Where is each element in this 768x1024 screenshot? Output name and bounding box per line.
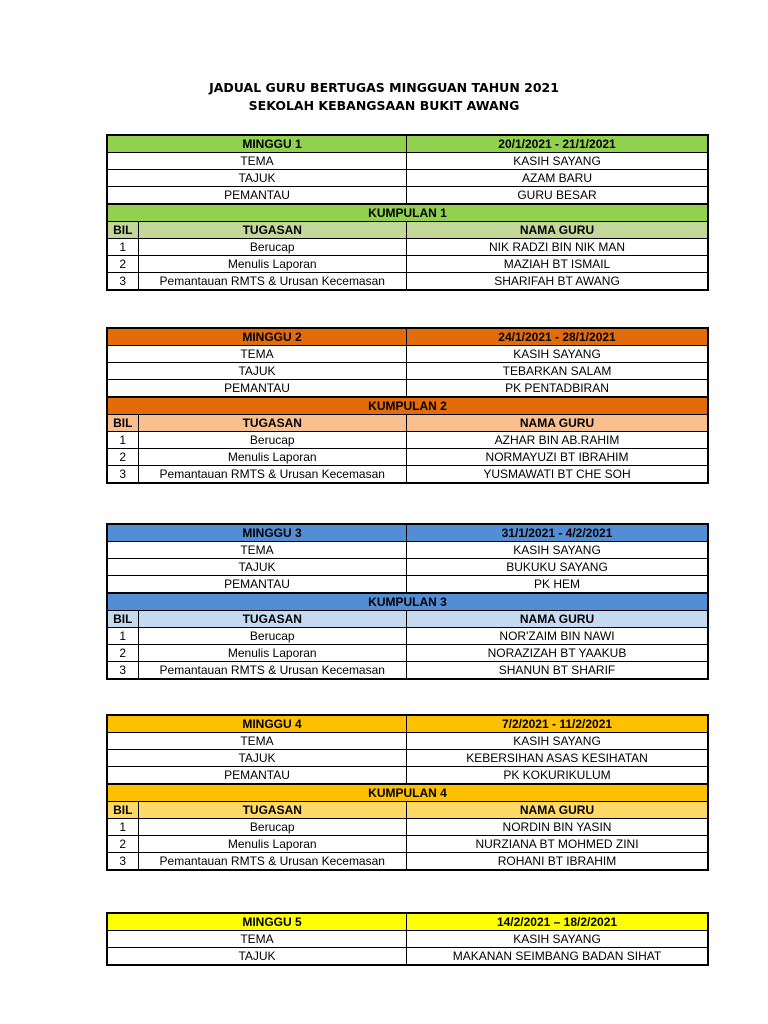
- bil-cell: 3: [107, 853, 138, 871]
- tema-label: TEMA: [107, 153, 407, 170]
- group-row: [107, 397, 708, 415]
- bil-cell: 2: [107, 256, 138, 273]
- tajuk-row: [107, 559, 708, 576]
- week-label: MINGGU 2: [138, 328, 407, 346]
- column-header-row: [107, 611, 708, 628]
- week-2-table: [106, 327, 709, 484]
- tugasan-header: TUGASAN: [138, 415, 407, 432]
- nama-cell: ROHANI BT IBRAHIM: [407, 853, 709, 871]
- tema-value: KASIH SAYANG: [407, 542, 709, 559]
- pemantau-row: [107, 576, 708, 594]
- nama-cell: SHANUN BT SHARIF: [407, 662, 709, 680]
- page-title-line1: JADUAL GURU BERTUGAS MINGGUAN TAHUN 2021: [209, 80, 559, 95]
- bil-cell: 3: [107, 273, 138, 291]
- week-date-range: 14/2/2021 – 18/2/2021: [407, 913, 709, 931]
- nama-cell: YUSMAWATI BT CHE SOH: [407, 466, 709, 484]
- tugasan-cell: Pemantauan RMTS & Urusan Kecemasan: [138, 662, 407, 680]
- week-label: MINGGU 1: [138, 135, 407, 153]
- bil-cell: 1: [107, 819, 138, 836]
- table-row: [107, 662, 708, 680]
- pemantau-value: PK KOKURIKULUM: [407, 767, 709, 785]
- tema-row: [107, 542, 708, 559]
- tugasan-cell: Pemantauan RMTS & Urusan Kecemasan: [138, 273, 407, 291]
- week-date-range: 24/1/2021 - 28/1/2021: [407, 328, 709, 346]
- group-label: KUMPULAN 4: [107, 784, 708, 802]
- table-row: [107, 432, 708, 449]
- pemantau-label: PEMANTAU: [107, 767, 407, 785]
- pemantau-label: PEMANTAU: [107, 187, 407, 205]
- tugasan-header: TUGASAN: [138, 611, 407, 628]
- pemantau-row: [107, 767, 708, 785]
- week-header-row: [107, 524, 708, 542]
- tajuk-row: [107, 948, 708, 966]
- nama-cell: NIK RADZI BIN NIK MAN: [407, 239, 709, 256]
- group-row: [107, 593, 708, 611]
- bil-cell: 1: [107, 628, 138, 645]
- tugasan-cell: Berucap: [138, 628, 407, 645]
- table-row: [107, 645, 708, 662]
- tajuk-row: [107, 363, 708, 380]
- group-label: KUMPULAN 3: [107, 593, 708, 611]
- nama-cell: NURZIANA BT MOHMED ZINI: [407, 836, 709, 853]
- tema-row: [107, 346, 708, 363]
- bil-cell: 2: [107, 836, 138, 853]
- tugasan-cell: Berucap: [138, 239, 407, 256]
- tema-label: TEMA: [107, 733, 407, 750]
- tugasan-cell: Menulis Laporan: [138, 836, 407, 853]
- week-header-row: [107, 328, 708, 346]
- pemantau-value: PK HEM: [407, 576, 709, 594]
- nama-cell: AZHAR BIN AB.RAHIM: [407, 432, 709, 449]
- bil-cell: 2: [107, 449, 138, 466]
- bil-cell: 3: [107, 466, 138, 484]
- nama-cell: NOR'ZAIM BIN NAWI: [407, 628, 709, 645]
- bil-header: BIL: [107, 222, 138, 239]
- tajuk-value: AZAM BARU: [407, 170, 709, 187]
- group-row: [107, 784, 708, 802]
- bil-cell: 3: [107, 662, 138, 680]
- week-date-range: 20/1/2021 - 21/1/2021: [407, 135, 709, 153]
- tugasan-cell: Berucap: [138, 819, 407, 836]
- tema-value: KASIH SAYANG: [407, 153, 709, 170]
- nama-cell: NORMAYUZI BT IBRAHIM: [407, 449, 709, 466]
- tajuk-label: TAJUK: [107, 948, 407, 966]
- tema-row: [107, 153, 708, 170]
- tajuk-label: TAJUK: [107, 559, 407, 576]
- pemantau-label: PEMANTAU: [107, 576, 407, 594]
- tugasan-cell: Pemantauan RMTS & Urusan Kecemasan: [138, 466, 407, 484]
- week-header-row: [107, 135, 708, 153]
- nama-cell: SHARIFAH BT AWANG: [407, 273, 709, 291]
- table-row: [107, 256, 708, 273]
- group-label: KUMPULAN 2: [107, 397, 708, 415]
- week-5-table: [106, 912, 709, 966]
- group-label: KUMPULAN 1: [107, 204, 708, 222]
- nama-guru-header: NAMA GURU: [407, 802, 709, 819]
- tema-label: TEMA: [107, 346, 407, 363]
- nama-cell: MAZIAH BT ISMAIL: [407, 256, 709, 273]
- nama-guru-header: NAMA GURU: [407, 222, 709, 239]
- nama-cell: NORAZIZAH BT YAAKUB: [407, 645, 709, 662]
- table-row: [107, 853, 708, 871]
- tugasan-cell: Menulis Laporan: [138, 256, 407, 273]
- pemantau-row: [107, 187, 708, 205]
- tajuk-value: KEBERSIHAN ASAS KESIHATAN: [407, 750, 709, 767]
- week-label: MINGGU 5: [138, 913, 407, 931]
- pemantau-label: PEMANTAU: [107, 380, 407, 398]
- week-header-row: [107, 913, 708, 931]
- tema-row: [107, 733, 708, 750]
- bil-header: BIL: [107, 611, 138, 628]
- bil-header: BIL: [107, 802, 138, 819]
- pemantau-value: GURU BESAR: [407, 187, 709, 205]
- nama-guru-header: NAMA GURU: [407, 611, 709, 628]
- pemantau-value: PK PENTADBIRAN: [407, 380, 709, 398]
- tugasan-header: TUGASAN: [138, 802, 407, 819]
- column-header-row: [107, 222, 708, 239]
- nama-guru-header: NAMA GURU: [407, 415, 709, 432]
- tema-value: KASIH SAYANG: [407, 733, 709, 750]
- pemantau-row: [107, 380, 708, 398]
- tugasan-cell: Menulis Laporan: [138, 645, 407, 662]
- page-title-line2: SEKOLAH KEBANGSAAN BUKIT AWANG: [248, 98, 520, 113]
- week-1-table: [106, 134, 709, 291]
- tugasan-cell: Pemantauan RMTS & Urusan Kecemasan: [138, 853, 407, 871]
- week-header-row: [107, 715, 708, 733]
- tugasan-header: TUGASAN: [138, 222, 407, 239]
- week-label: MINGGU 3: [138, 524, 407, 542]
- tajuk-label: TAJUK: [107, 750, 407, 767]
- table-row: [107, 449, 708, 466]
- tajuk-value: MAKANAN SEIMBANG BADAN SIHAT: [407, 948, 709, 966]
- week-date-range: 31/1/2021 - 4/2/2021: [407, 524, 709, 542]
- tema-label: TEMA: [107, 931, 407, 948]
- bil-cell: 1: [107, 432, 138, 449]
- week-date-range: 7/2/2021 - 11/2/2021: [407, 715, 709, 733]
- tugasan-cell: Berucap: [138, 432, 407, 449]
- tema-value: KASIH SAYANG: [407, 931, 709, 948]
- table-row: [107, 466, 708, 484]
- tajuk-label: TAJUK: [107, 170, 407, 187]
- week-3-table: [106, 523, 709, 680]
- table-row: [107, 239, 708, 256]
- tajuk-value: BUKUKU SAYANG: [407, 559, 709, 576]
- table-row: [107, 273, 708, 291]
- tugasan-cell: Menulis Laporan: [138, 449, 407, 466]
- tajuk-row: [107, 750, 708, 767]
- tajuk-row: [107, 170, 708, 187]
- table-row: [107, 819, 708, 836]
- table-row: [107, 836, 708, 853]
- tajuk-label: TAJUK: [107, 363, 407, 380]
- week-label: MINGGU 4: [138, 715, 407, 733]
- nama-cell: NORDIN BIN YASIN: [407, 819, 709, 836]
- week-4-table: [106, 714, 709, 871]
- table-row: [107, 628, 708, 645]
- bil-cell: 2: [107, 645, 138, 662]
- tema-value: KASIH SAYANG: [407, 346, 709, 363]
- group-row: [107, 204, 708, 222]
- column-header-row: [107, 415, 708, 432]
- tema-label: TEMA: [107, 542, 407, 559]
- tajuk-value: TEBARKAN SALAM: [407, 363, 709, 380]
- column-header-row: [107, 802, 708, 819]
- bil-cell: 1: [107, 239, 138, 256]
- tema-row: [107, 931, 708, 948]
- bil-header: BIL: [107, 415, 138, 432]
